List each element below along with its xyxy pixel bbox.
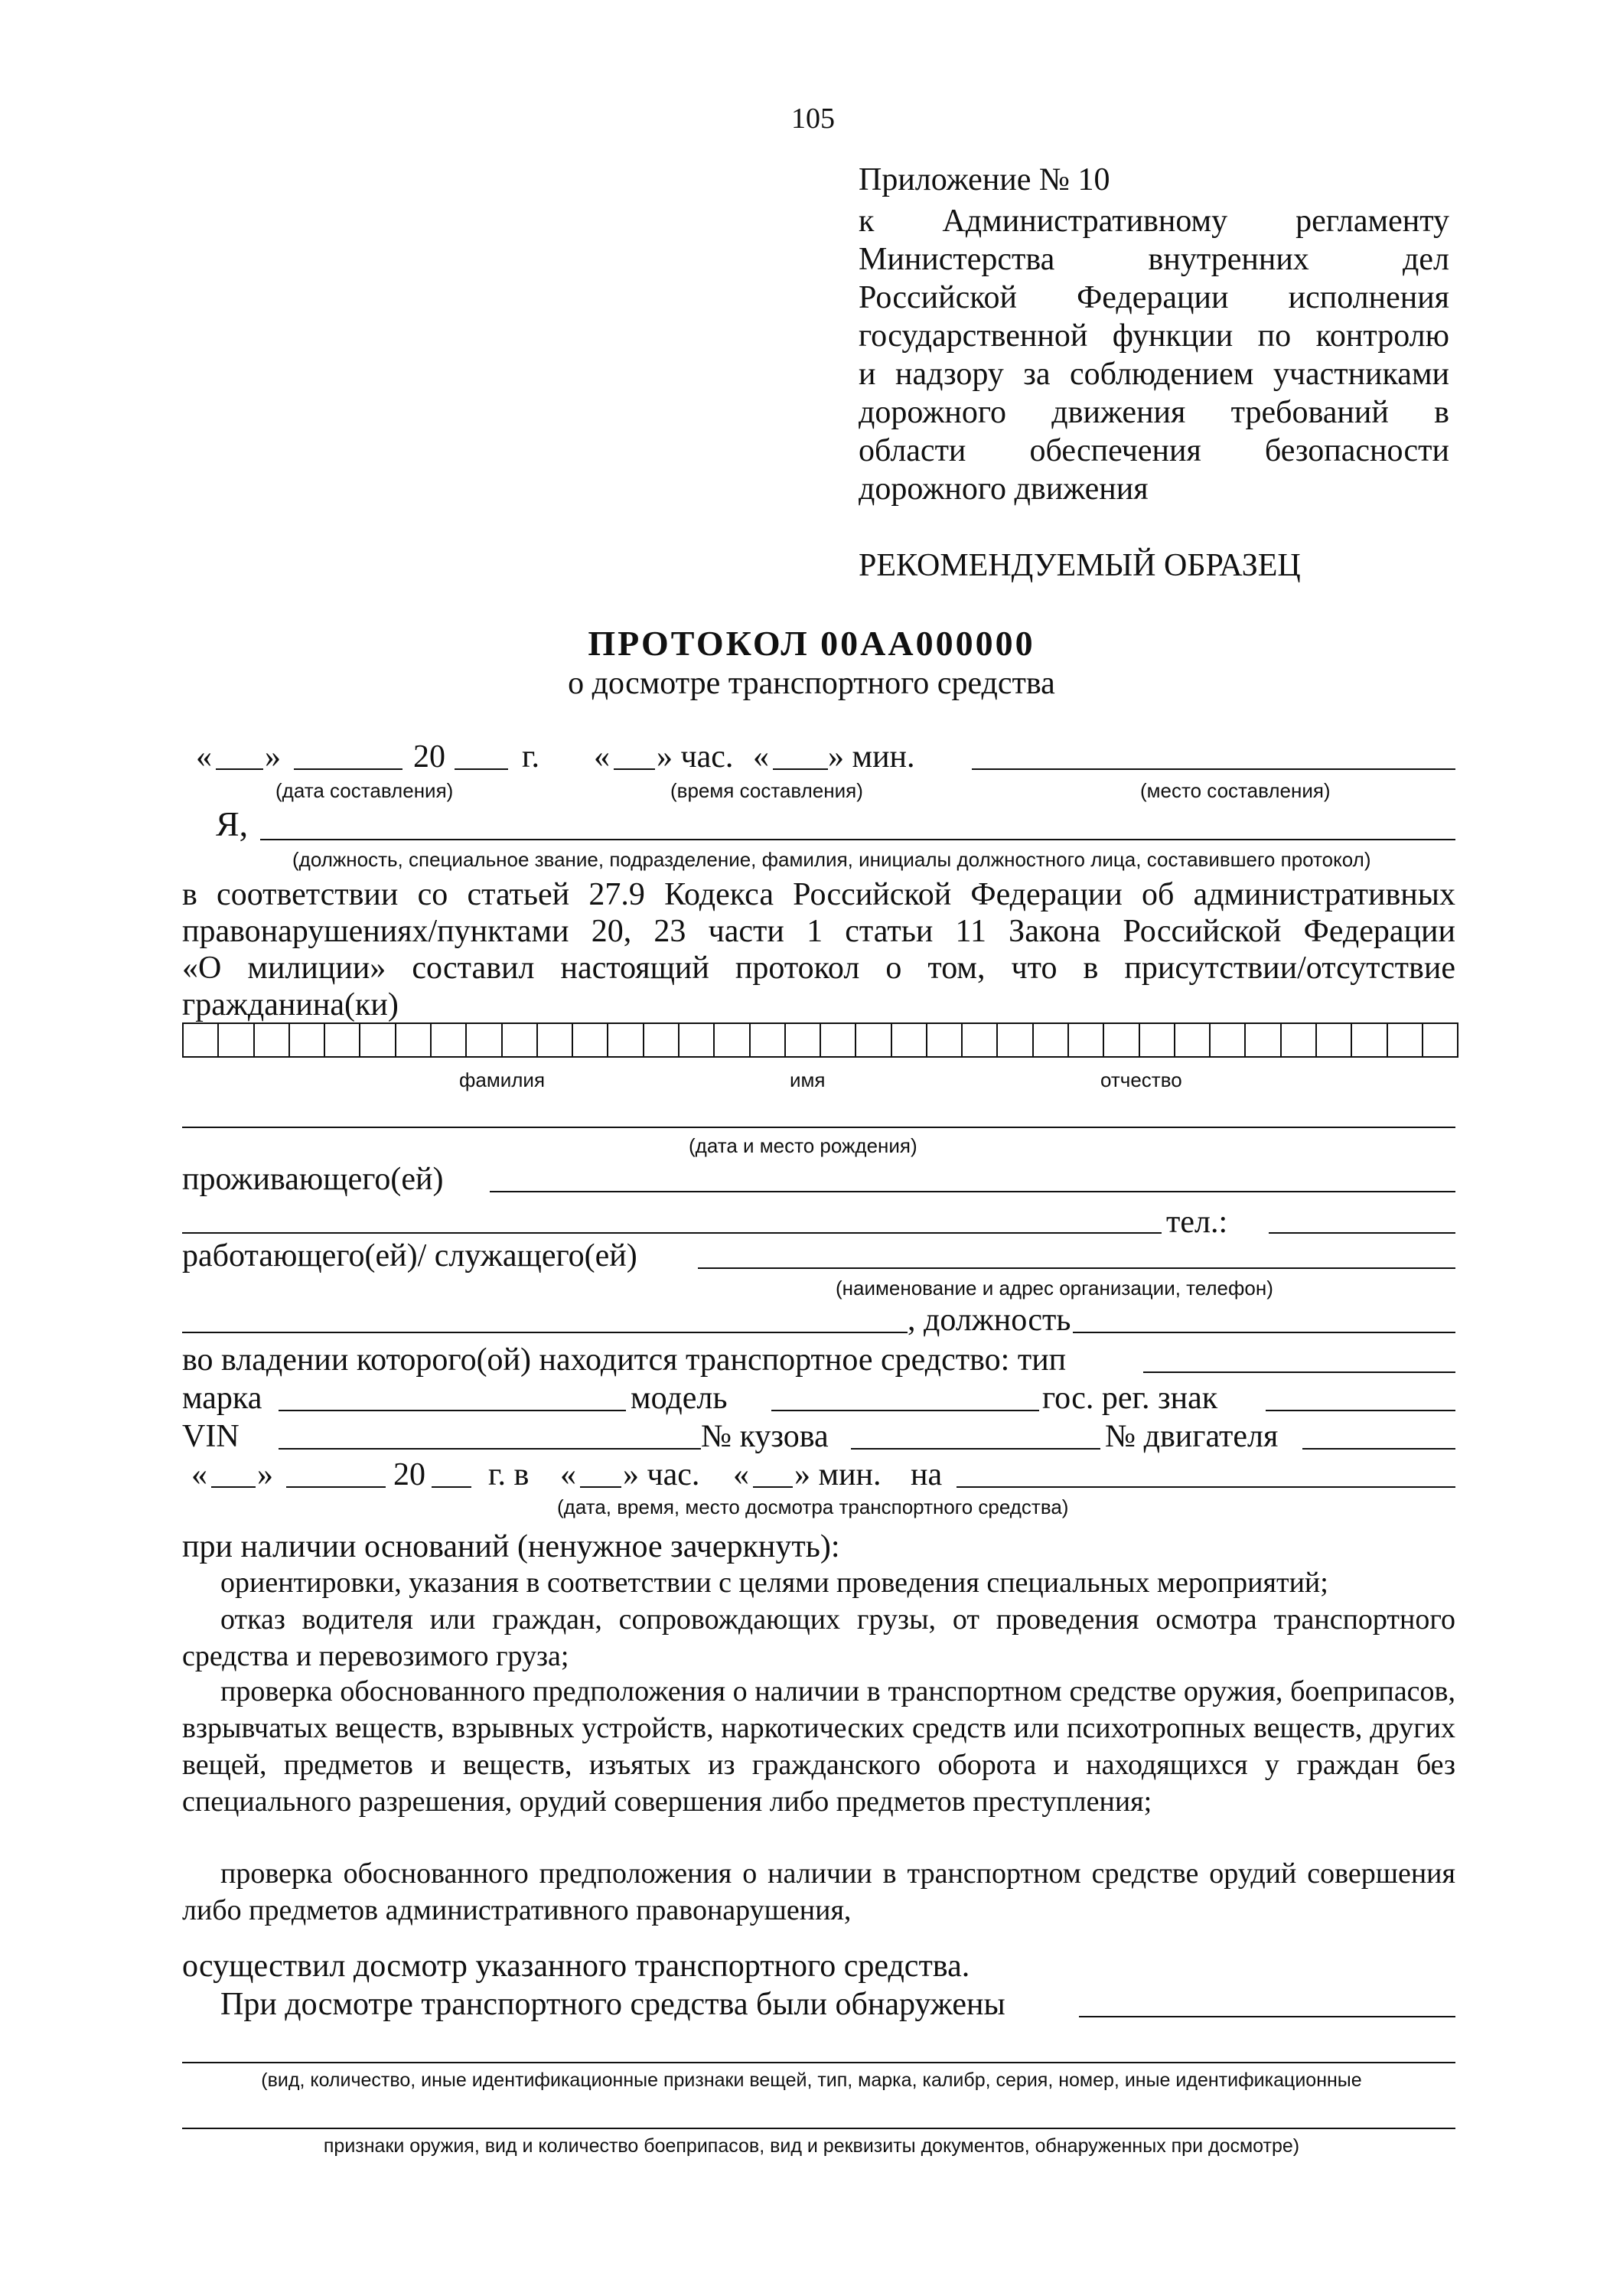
working-label: работающего(ей)/ служащего(ей) (182, 1238, 637, 1274)
grounds-title: при наличии оснований (ненужное зачеркнуть): (182, 1529, 840, 1564)
vehicle-type-field[interactable] (1143, 1371, 1455, 1373)
appendix-line: и надзору за соблюдением участниками (859, 357, 1449, 392)
insp-quote-open: « (191, 1457, 207, 1492)
time-minutes-label (828, 741, 915, 773)
engine-number-field[interactable] (1302, 1448, 1455, 1450)
birth-field[interactable] (182, 1127, 1455, 1128)
appendix-line: к Административному регламенту (859, 204, 1449, 239)
appendix-block (859, 164, 1449, 196)
date-year-suffix: г. (522, 739, 539, 775)
insp-minutes-label (794, 1459, 882, 1491)
time-hours-field[interactable] (614, 768, 655, 770)
insp-on-label: на (911, 1457, 943, 1492)
body-label: № кузова (701, 1419, 829, 1454)
appendix-line: области обеспечения безопасности (859, 433, 1449, 468)
insp-year-prefix: 20 (393, 1457, 425, 1492)
insp-hours-label (623, 1459, 699, 1491)
insp-day-field[interactable] (211, 1486, 256, 1488)
time-quote-close-min: » (828, 739, 844, 775)
caption-date: (дата составления) (275, 779, 454, 802)
time-hours-label (657, 741, 733, 773)
appendix-line: Министерства внутренних дел (859, 242, 1449, 277)
position-field[interactable] (1073, 1332, 1455, 1333)
insp-place-field[interactable] (957, 1486, 1455, 1488)
caption-found-1: (вид, количество, иные идентификационные признаки вещей, тип, марка, калибр, серия, номер, иные идентификационные (261, 2069, 1362, 2091)
appendix-line: государственной функции по контролю (859, 318, 1449, 354)
insp-hours-quote-close: » (623, 1457, 639, 1492)
insp-at-label: г. в (488, 1457, 530, 1492)
insp-min-quote-close: » (794, 1457, 810, 1492)
insp-min-quote-open: « (733, 1457, 749, 1492)
phone-label: тел.: (1166, 1205, 1228, 1240)
fio-cells-field[interactable] (182, 1022, 1458, 1058)
conducted-text: осуществил досмотр указанного транспортного средства. (182, 1949, 970, 1984)
ya-label: Я, (216, 804, 249, 843)
ground-item: проверка обоснованного предположения о наличии в транспортном средстве оружия, боеприпасов, взрывчатых веществ, взрывных устройств, наркотических средств или психотропных веществ, других вещей, предметов и веществ, изъятых из гражданского оборота и находящихся у граждан без специального разрешения, орудий совершения либо предметов преступления; (182, 1675, 1455, 1818)
insp-hours-unit: час. (647, 1457, 700, 1492)
page-number: 105 (791, 103, 835, 135)
recommended-label: РЕКОМЕНДУЕМЫЙ ОБРАЗЕЦ (859, 548, 1301, 583)
caption-official: (должность, специальное звание, подразделение, фамилия, инициалы должностного лица, составившего протокол) (292, 848, 1371, 871)
plate-label: гос. рег. знак (1042, 1381, 1218, 1416)
date-year-field[interactable] (455, 768, 508, 770)
found-label: При досмотре транспортного средства были обнаружены (220, 1987, 1005, 2022)
protocol-subtitle: о досмотре транспортного средства (568, 666, 1055, 701)
residence-field[interactable] (490, 1191, 1455, 1192)
vin-label: VIN (182, 1419, 240, 1454)
intro-line: в соответствии со статьей 27.9 Кодекса Российской Федерации об административных (182, 877, 1455, 912)
time-quote-close: » (657, 739, 673, 775)
caption-time: (время составления) (670, 779, 863, 802)
ground-item: проверка обоснованного предположения о наличии в транспортном средстве орудий совершения либо предметов административного правонарушения, (182, 1857, 1455, 1926)
date-month-field[interactable] (294, 768, 402, 770)
caption-name: имя (790, 1068, 826, 1091)
appendix-line: Приложение № 10 (859, 162, 1110, 197)
found-field[interactable] (1079, 2016, 1455, 2017)
found-field-2[interactable] (182, 2062, 1455, 2063)
engine-label: № двигателя (1105, 1419, 1279, 1454)
date-day-field[interactable] (216, 768, 263, 770)
model-label: модель (631, 1381, 728, 1416)
phone-field[interactable] (1269, 1232, 1455, 1234)
date-year-prefix: 20 (413, 739, 445, 775)
plate-field[interactable] (1266, 1410, 1455, 1411)
time-hours-unit: час. (680, 739, 734, 775)
organization-field[interactable] (698, 1267, 1455, 1269)
caption-org: (наименование и адрес организации, телефон) (836, 1277, 1273, 1300)
insp-minutes-unit: мин. (818, 1457, 882, 1492)
caption-patronymic: отчество (1100, 1068, 1182, 1091)
official-field[interactable] (260, 839, 1455, 840)
place-field[interactable] (972, 768, 1455, 770)
appendix-line: дорожного движения требований в (859, 395, 1449, 430)
vin-field[interactable] (279, 1448, 701, 1450)
organization-field-2[interactable] (182, 1332, 908, 1333)
time-quote-open-min: « (753, 739, 769, 775)
caption-birth: (дата и место рождения) (689, 1134, 917, 1157)
position-label: , должность (908, 1303, 1071, 1338)
residence-field-2[interactable] (182, 1232, 1162, 1234)
owner-label: во владении которого(ой) находится транспортное средство: тип (182, 1342, 1067, 1378)
insp-hours-field[interactable] (580, 1486, 621, 1488)
found-field-3[interactable] (182, 2128, 1455, 2129)
time-minutes-unit: мин. (852, 739, 915, 775)
model-field[interactable] (771, 1410, 1039, 1411)
insp-hours-quote-open: « (560, 1457, 576, 1492)
insp-year-field[interactable] (432, 1486, 471, 1488)
date-quote-close: » (265, 739, 281, 775)
brand-label: марка (182, 1381, 262, 1416)
brand-field[interactable] (279, 1410, 626, 1411)
ground-item: ориентировки, указания в соответствии с целями проведения специальных мероприятий; (220, 1567, 1328, 1599)
appendix-line: Российской Федерации исполнения (859, 280, 1449, 315)
intro-line: гражданина(ки) (182, 987, 399, 1022)
caption-found-2: признаки оружия, вид и количество боеприпасов, вид и реквизиты документов, обнаруженных при досмотре) (323, 2135, 1300, 2157)
time-quote-open: « (594, 739, 610, 775)
residing-label: проживающего(ей) (182, 1162, 444, 1197)
insp-month-field[interactable] (286, 1486, 386, 1488)
ground-item: отказ водителя или граждан, сопровождающих грузы, от проведения осмотра транспортного средства и перевозимого груза; (182, 1603, 1455, 1672)
intro-line: правонарушениях/пунктами 20, 23 части 1 статьи 11 Закона Российской Федерации (182, 914, 1455, 949)
caption-inspection: (дата, время, место досмотра транспортного средства) (557, 1495, 1069, 1518)
protocol-title: ПРОТОКОЛ 00АА000000 (588, 624, 1035, 663)
insp-quote-close: » (257, 1457, 273, 1492)
time-minutes-field[interactable] (773, 768, 828, 770)
body-number-field[interactable] (851, 1448, 1100, 1450)
appendix-line: дорожного движения (859, 471, 1149, 507)
caption-surname: фамилия (459, 1068, 546, 1091)
date-quote-open: « (196, 739, 212, 775)
intro-line: «О милиции» составил настоящий протокол о том, что в присутствии/отсутствие (182, 951, 1455, 986)
insp-minutes-field[interactable] (753, 1486, 793, 1488)
caption-place: (место составления) (1140, 779, 1331, 802)
